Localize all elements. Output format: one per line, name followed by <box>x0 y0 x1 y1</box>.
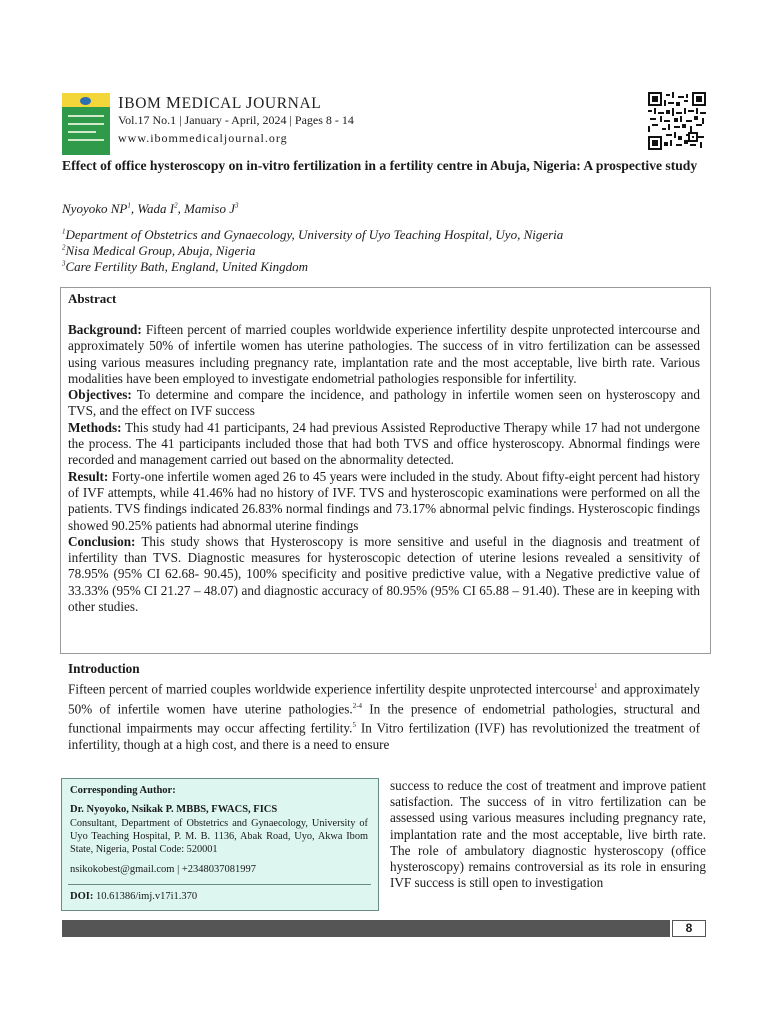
volume-info: Vol.17 No.1 | January - April, 2024 | Pages 8 - 14 <box>118 113 354 127</box>
footer-bar <box>62 920 670 937</box>
journal-website[interactable]: www.ibommedicaljournal.org <box>118 131 288 145</box>
introduction-continuation: success to reduce the cost of treatment and improve patient satisfaction. The success of in vitro fertilization can be assessed using various measures including pregnancy rate, implantation rate and the most acceptable, live birth rate. The role of ambulatory diagnostic hysteroscopy (office hysteroscopy) remains controversial as its role in ensuring IVF success is still open to investigation <box>390 778 706 891</box>
author-list: Nyoyoko $NP^1$, Wada $I^2$, Mamiso $J^3$ <box>62 201 239 216</box>
author-name: Mamiso J <box>184 201 235 216</box>
journal-cover-logo <box>62 93 110 155</box>
affiliation-3: $^3$Care Fertility Bath, England, United Kingdom <box>62 259 309 274</box>
author-name: Wada I <box>137 201 175 216</box>
journal-name: IBOM MEDICAL JOURNAL <box>118 93 322 112</box>
article-title: Effect of office hysteroscopy on in-vitro fertilization in a fertility centre in Abuja, Nigeria: A prospective study <box>62 158 698 173</box>
abstract-objectives: Objectives: To determine and compare the incidence, and pathology in infertile women seen on hysteroscopy and TVS, and the effect on IVF success <box>68 387 700 419</box>
introduction-text: Fifteen percent of married couples worldwide experience infertility despite unprotected intercourse$^1$ and approximately 50% of infertile women have uterine pathologies.$^{2-4}$ In the presence of endometrial pathologies, structural and functional impairments may occur affecting fertility.$^5$ In Vitro fertilization (IVF) has revolutionized the treatment of infertility, though at a high cost, and there is a need to ensure <box>68 681 701 753</box>
corresponding-author-contact: nsikokobest@gmail.com | +2348037081997 <box>70 864 256 875</box>
affiliation-2: $^2$Nisa Medical Group, Abuja, Nigeria <box>62 243 256 258</box>
abstract-conclusion: Conclusion: This study shows that Hysteroscopy is more sensitive and useful in the diagnosis and treatment of infertility than TVS. Diagnostic measures for hysteroscopic detection of uterine lesions revealed a sensitivity of 78.95% (95% CI 62.68- 90.45), 100% specificity and positive predictive value, with a Negative predictive value of 33.33% (95% CI 21.27 – 48.07) and diagnostic accuracy of 80.95% (95% CI 65.88 – 91.40). These are in keeping with other studies. <box>68 533 700 615</box>
abstract-body <box>68 322 700 615</box>
abstract-result: Result: Forty-one infertile women aged 26 to 45 years were included in the study. About fifty-eight percent had history of IVF attempts, while 41.46% had no history of IVF. TVS and hysteroscopic examinations were performed on all the patients. TVS findings indicated 26.83% normal findings and 73.17% abnormal pelvic findings. Hysteroscopic findings showed 90.25% patients had abnormal uterine findings <box>68 468 700 533</box>
page-number: 8 <box>685 921 693 935</box>
corresponding-author-details: Consultant, Department of Obstetrics and Gynaecology, University of Uyo Teaching Hospital, P. M. B. 1136, Abak Road, Uyo, Akwa Ibom State, Nigeria, Postal Code: 520001 <box>70 818 368 855</box>
abstract-methods: Methods: This study had 41 participants, 24 had previous Assisted Reproductive Therapy while 17 had not undergone the process. The 41 participants included those that had both TVS and office hysteroscopy. Abnormal findings were recorded and management carried out based on the abnormality detected. <box>68 419 700 468</box>
phone-number: +2348037081997 <box>181 864 256 875</box>
email-link[interactable]: nsikokobest@gmail.com <box>70 864 175 875</box>
corresponding-author-heading: Corresponding Author: <box>70 785 176 796</box>
doi-link[interactable]: 10.61386/imj.v17i1.370 <box>93 891 198 902</box>
abstract-background: Background: Fifteen percent of married couples worldwide experience infertility despite unprotected intercourse and approximately 50% of infertile women has uterine pathologies. The success of in vitro fertilization can be assessed using various measures including pregnancy rate, implantation rate and the most acceptable, live birth rate. Various modalities have been employed to investigate endometrial pathologies responsible for infertility. <box>68 322 700 386</box>
divider <box>68 884 371 885</box>
affiliation-1: $^1$Department of Obstetrics and Gynaecology, University of Uyo Teaching Hospital, Uyo, Nigeria <box>62 227 564 242</box>
corresponding-author-name: Dr. Nyoyoko, Nsikak P. MBBS, FWACS, FICS <box>70 804 278 815</box>
qr-code <box>648 92 706 150</box>
doi: DOI: 10.61386/imj.v17i1.370 <box>70 891 198 902</box>
introduction-heading: Introduction <box>68 661 140 676</box>
abstract-heading: Abstract <box>68 291 117 306</box>
author-name: Nyoyoko NP <box>62 201 128 216</box>
